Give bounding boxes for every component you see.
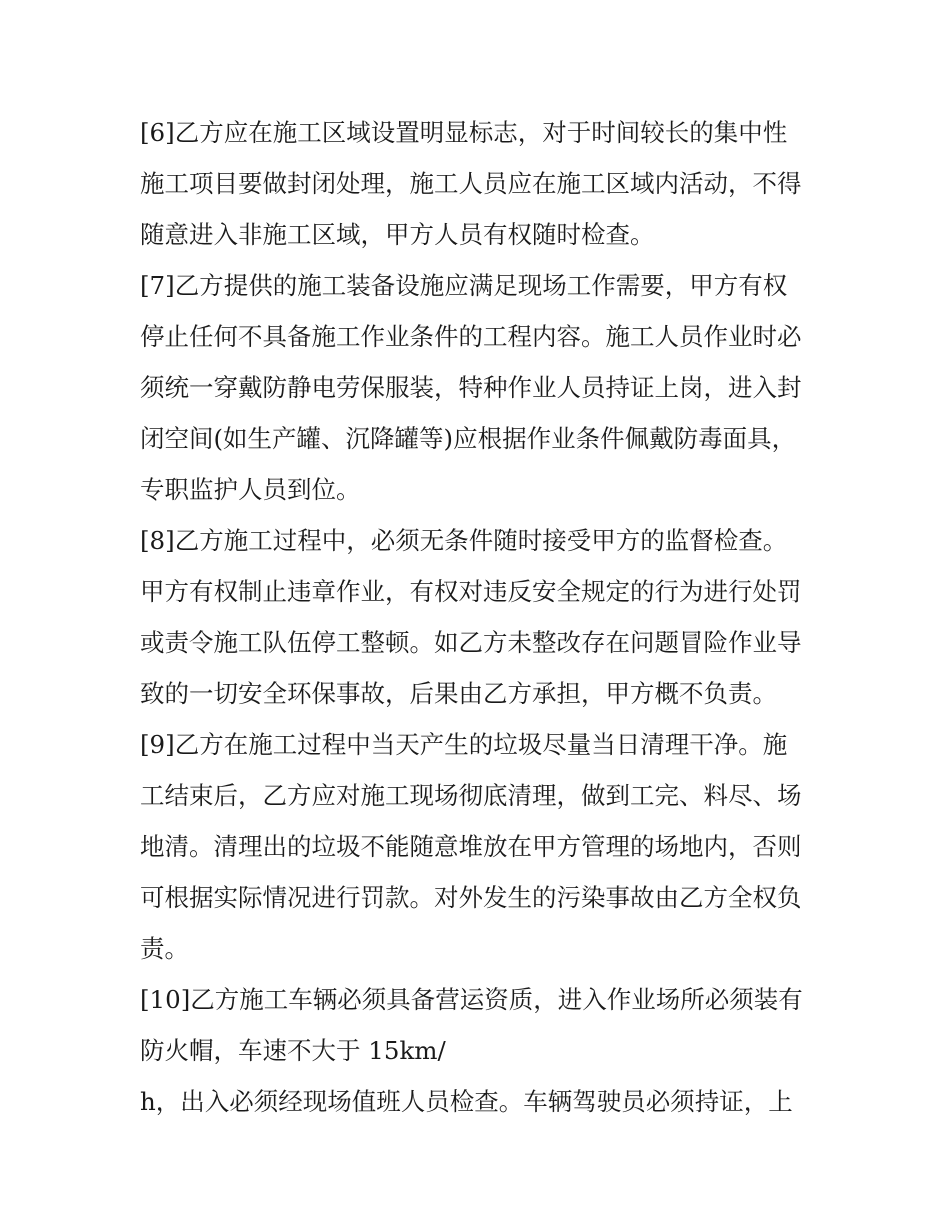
text-line: 致的一切安全环保事故，后果由乙方承担，甲方概不负责。 — [140, 679, 777, 708]
document-body — [140, 107, 820, 1127]
text-line: 随意进入非施工区域，甲方人员有权随时检查。 — [140, 220, 655, 249]
text-line: h，出入必须经现场值班人员检查。车辆驾驶员必须持证，上 — [140, 1087, 793, 1116]
text-line: 须统一穿戴防静电劳保服装，特种作业人员持证上岗，进入封 — [140, 373, 802, 402]
text-line: [10]乙方施工车辆必须具备营运资质，进入作业场所必须装有 — [140, 985, 803, 1014]
text-line: 闭空间(如生产罐、沉降罐等)应根据作业条件佩戴防毒面具， — [140, 424, 797, 453]
text-line: 停止任何不具备施工作业条件的工程内容。施工人员作业时必 — [140, 322, 802, 351]
text-line: 责。 — [140, 934, 189, 963]
text-line: [7]乙方提供的施工装备设施应满足现场工作需要，甲方有权 — [140, 271, 788, 300]
text-line: 工结束后，乙方应对施工现场彻底清理，做到工完、料尽、场 — [140, 781, 802, 810]
text-line: 施工项目要做封闭处理，施工人员应在施工区域内活动，不得 — [140, 169, 802, 198]
text-line: [8]乙方施工过程中，必须无条件随时接受甲方的监督检查。 — [140, 526, 788, 555]
text-line: 地清。清理出的垃圾不能随意堆放在甲方管理的场地内，否则 — [140, 832, 802, 861]
text-line: [6]乙方应在施工区域设置明显标志，对于时间较长的集中性 — [140, 118, 788, 147]
text-line: 甲方有权制止违章作业，有权对违反安全规定的行为进行处罚 — [140, 577, 802, 606]
text-line: [9]乙方在施工过程中当天产生的垃圾尽量当日清理干净。施 — [140, 730, 788, 759]
text-line: 防火帽，车速不大于 15km/ — [140, 1036, 446, 1065]
text-line: 可根据实际情况进行罚款。对外发生的污染事故由乙方全权负 — [140, 883, 802, 912]
text-line: 专职监护人员到位。 — [140, 475, 361, 504]
text-line: 或责令施工队伍停工整顿。如乙方未整改存在问题冒险作业导 — [140, 628, 802, 657]
